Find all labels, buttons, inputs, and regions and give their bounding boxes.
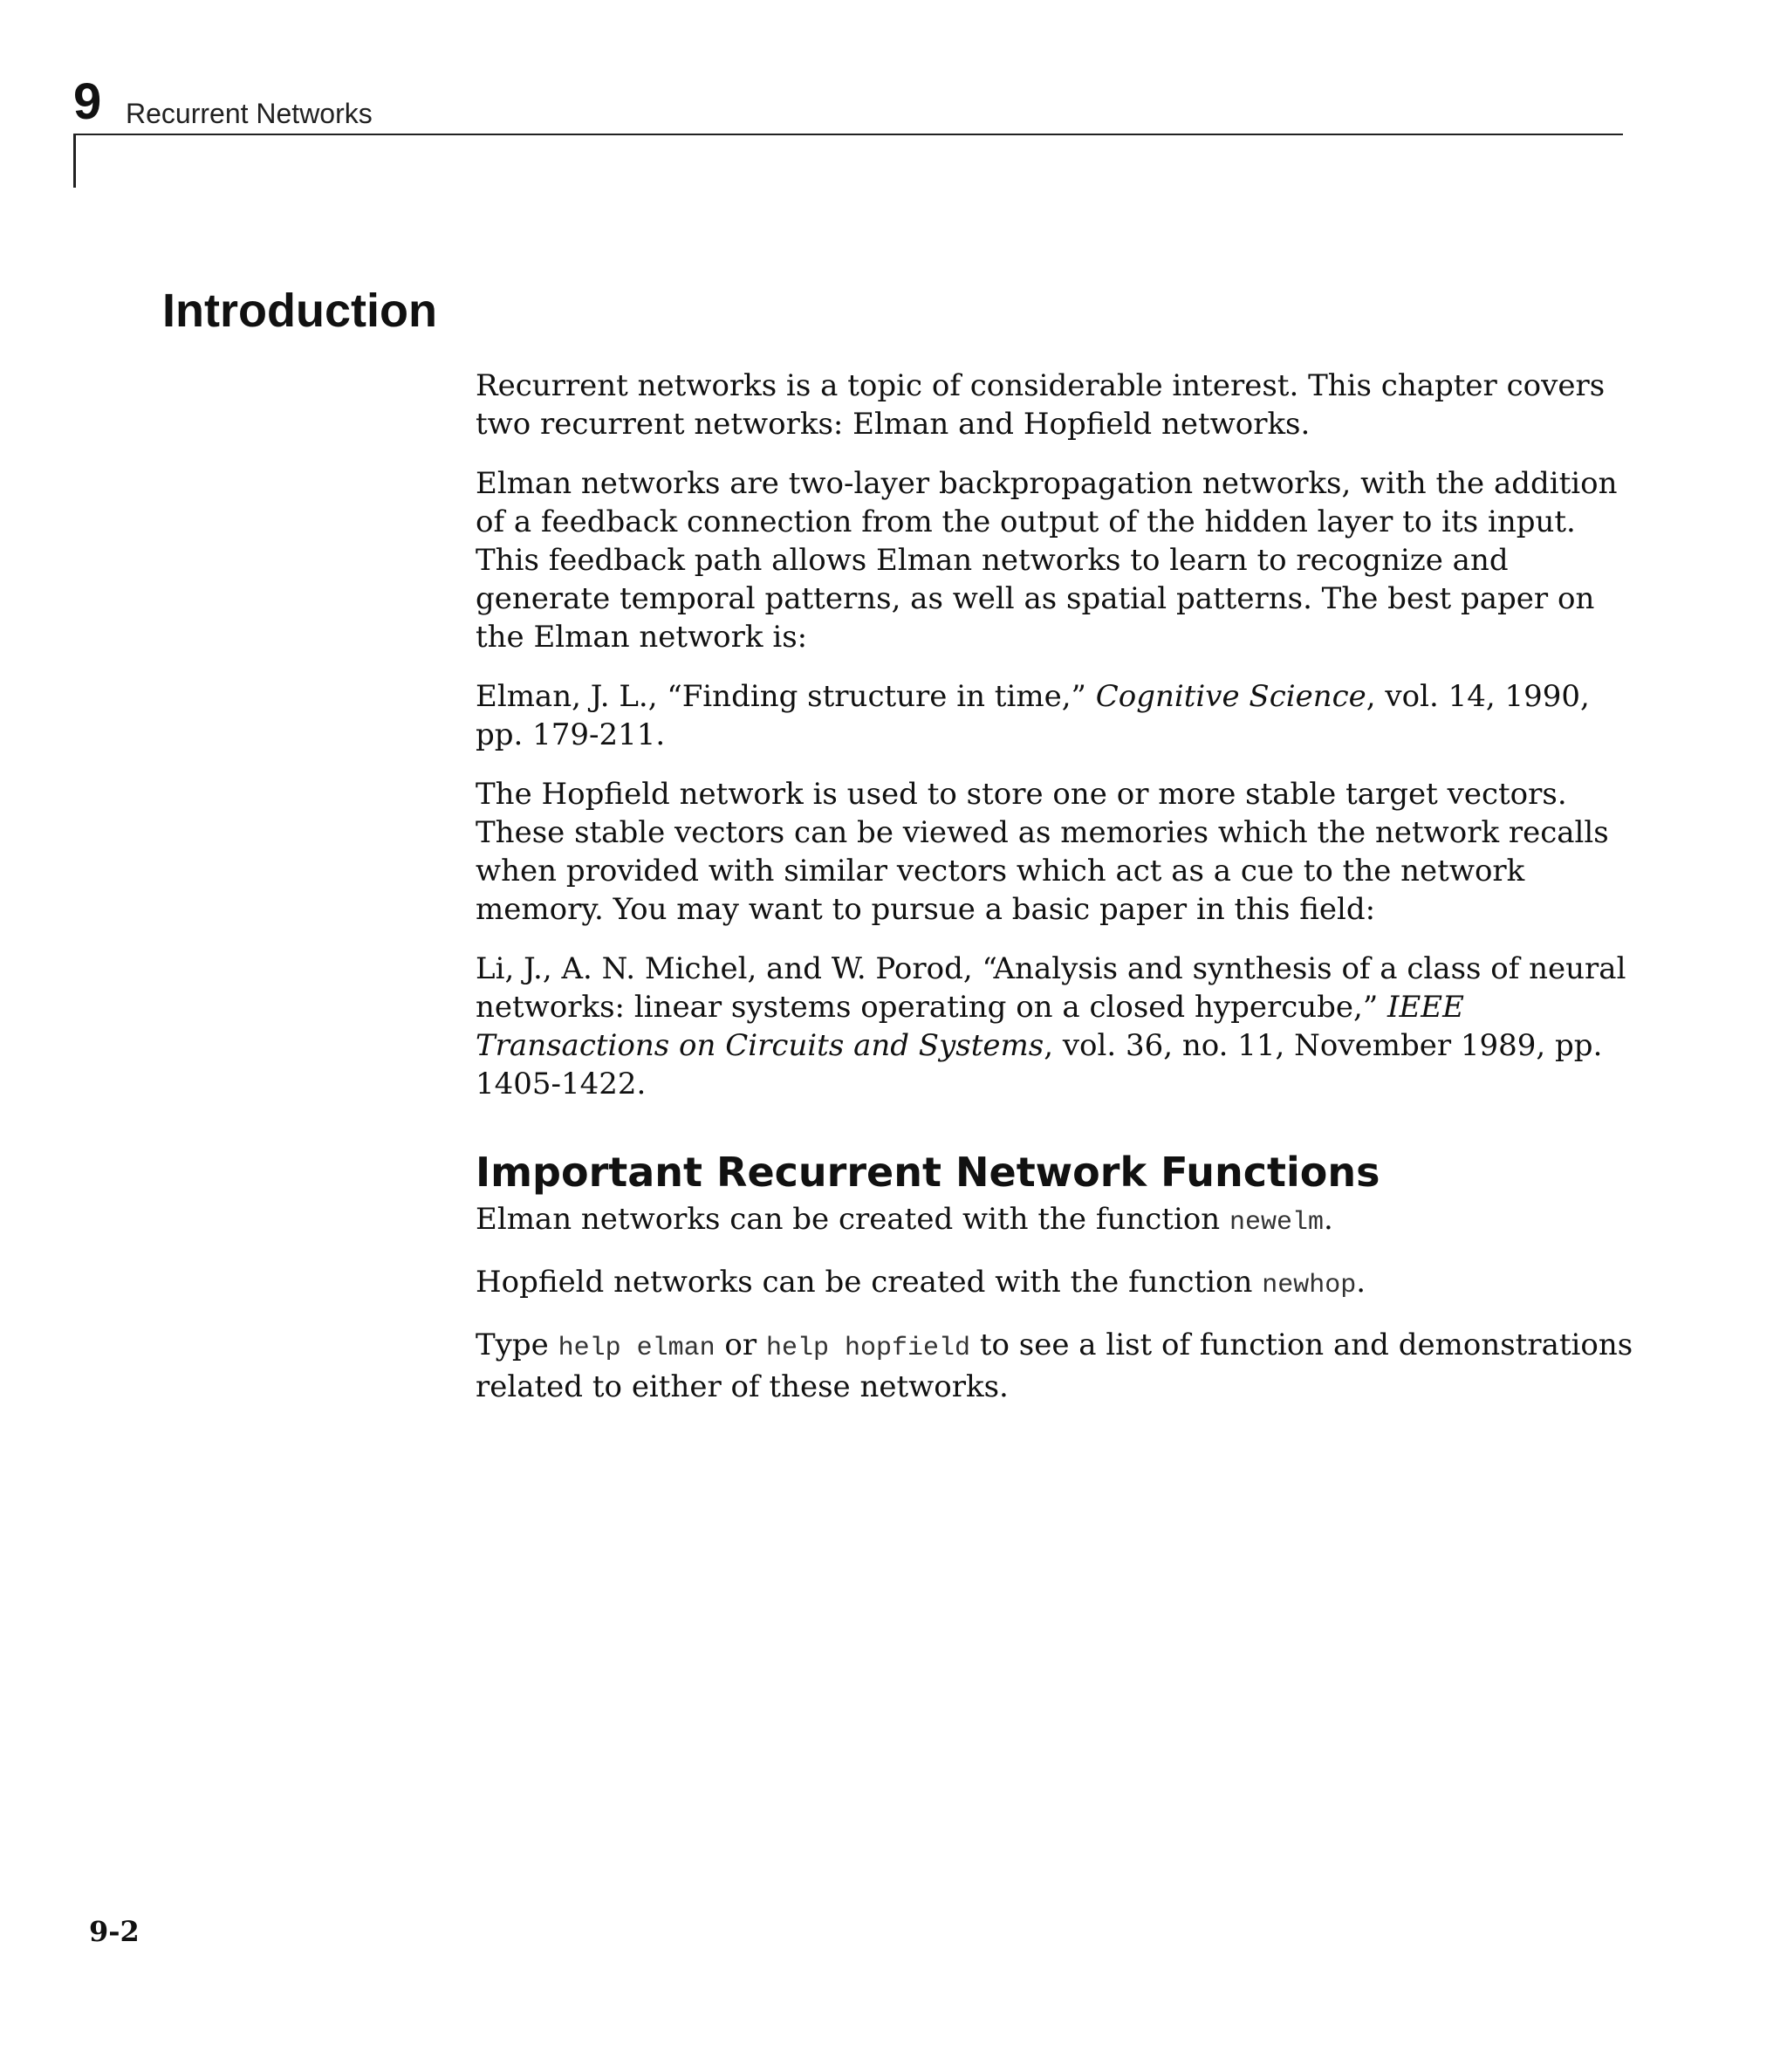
hopfield-paragraph: The Hopfield network is used to store one or more stable target vectors. These stable vectors can be viewed as memories which the network recalls when provided with similar vectors which act as a cue to the network memory. You may want to pursue a basic paper in this field: bbox=[476, 777, 1609, 927]
elman-reference bbox=[476, 677, 1645, 754]
header-vertical-rule bbox=[73, 134, 76, 188]
header-rule bbox=[73, 134, 1623, 135]
hopfield-reference bbox=[476, 950, 1645, 1103]
reference-text: Li, J., A. N. Michel, and W. Porod, “Analysis and synthesis of a class of neural networks: linear systems operating on a closed hypercube,” bbox=[476, 951, 1626, 1025]
section-title: Introduction bbox=[162, 285, 437, 337]
line-mid: or bbox=[715, 1328, 766, 1363]
chapter-number: 9 bbox=[73, 73, 102, 130]
line-prefix: Type bbox=[476, 1328, 558, 1363]
subsection-title: Important Recurrent Network Functions bbox=[476, 1149, 1380, 1196]
code-help-elman: help elman bbox=[558, 1334, 715, 1364]
line-suffix: to see a list of function and demonstrations related to either of these networks. bbox=[476, 1328, 1633, 1405]
line-end: . bbox=[1324, 1202, 1333, 1238]
newelm-line bbox=[476, 1200, 1645, 1242]
reference-text: Elman, J. L., “Finding structure in time,” bbox=[476, 679, 1096, 714]
journal-title: IEEE Transactions on Circuits and Systems bbox=[476, 990, 1464, 1063]
line-text: Elman networks can be created with the function bbox=[476, 1202, 1229, 1238]
code-help-hopfield: help hopfield bbox=[765, 1334, 971, 1364]
journal-title: Cognitive Science bbox=[1095, 679, 1366, 714]
intro-paragraph: Recurrent networks is a topic of considerable interest. This chapter covers two recurrent networks: Elman and Hopfield networks. bbox=[476, 368, 1606, 442]
code-newelm: newelm bbox=[1229, 1208, 1325, 1238]
reference-details: , vol. 36, no. 11, November 1989, pp. 1405-1422. bbox=[476, 1028, 1603, 1101]
line-text: Hopfield networks can be created with the function bbox=[476, 1265, 1263, 1300]
reference-details: , vol. 14, 1990, pp. 179-211. bbox=[476, 679, 1590, 752]
body-column bbox=[476, 367, 1645, 1427]
elman-paragraph: Elman networks are two-layer backpropagation networks, with the addition of a feedback connection from the output of the hidden layer to its input. This feedback path allows Elman networks to learn to recognize and generate temporal patterns, as well as spatial patterns. The best paper on the Elman network is: bbox=[476, 466, 1618, 655]
help-line bbox=[476, 1326, 1645, 1406]
page-number: 9-2 bbox=[89, 1915, 140, 1948]
chapter-title: Recurrent Networks bbox=[126, 98, 373, 129]
newhop-line bbox=[476, 1263, 1645, 1305]
line-end: . bbox=[1356, 1265, 1366, 1300]
code-newhop: newhop bbox=[1262, 1271, 1357, 1301]
